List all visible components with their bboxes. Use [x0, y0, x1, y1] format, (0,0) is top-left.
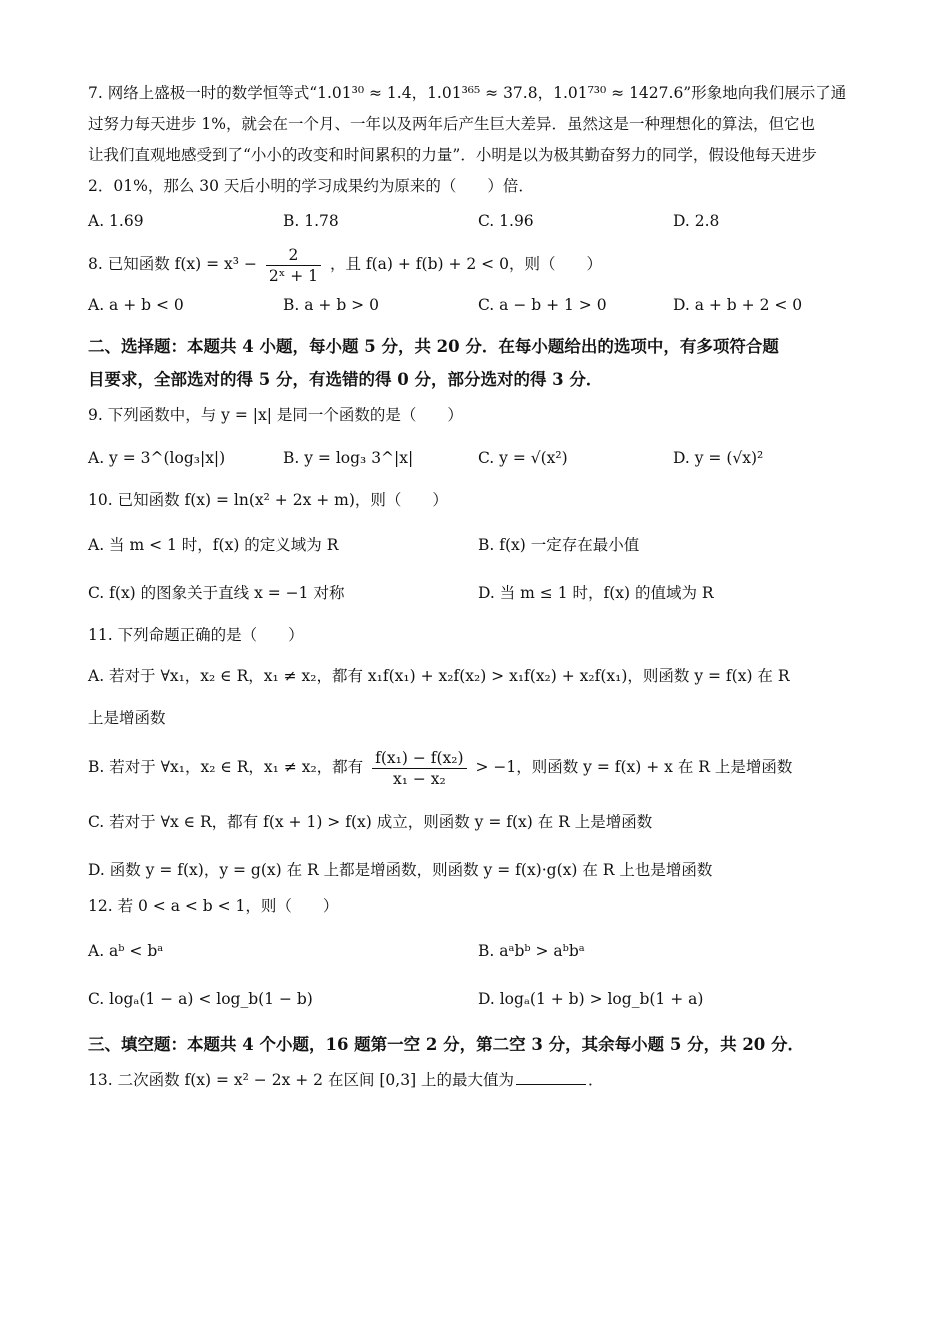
q8-fraction-numerator: 2 — [266, 245, 321, 266]
q11-option-c: C. 若对于 ∀x ∈ R，都有 f(x + 1) > f(x) 成立，则函数 y = f(x) 在 R 上是增函数 — [88, 813, 653, 831]
q7-option-b: B. 1.78 — [283, 212, 339, 230]
q10-option-a: A. 当 m < 1 时，f(x) 的定义域为 R — [88, 536, 339, 554]
q7-options — [88, 204, 870, 238]
q7-option-a: A. 1.69 — [88, 212, 144, 230]
q11-stem: 11. 下列命题正确的是（ ） — [88, 626, 304, 644]
q7-option-d: D. 2.8 — [673, 212, 720, 230]
q10-options-row-1 — [88, 528, 870, 562]
q11-option-b-fraction — [372, 748, 466, 789]
q9-option-a: A. y = 3^(log₃|x|) — [88, 449, 226, 467]
q11-option-b-numerator: f(x₁) − f(x₂) — [372, 748, 466, 769]
q12-option-c: C. logₐ(1 − a) < log_b(1 − b) — [88, 990, 313, 1008]
q11-option-b-prefix: B. 若对于 ∀x₁，x₂ ∈ R，x₁ ≠ x₂，都有 — [88, 758, 364, 776]
q7-option-c: C. 1.96 — [478, 212, 534, 230]
q9-stem: 9. 下列函数中，与 y = |x| 是同一个函数的是（ ） — [88, 406, 463, 424]
q7-line-4: 2．01%，那么 30 天后小明的学习成果约为原来的（ ）倍． — [88, 177, 534, 195]
q11-option-a-line-2: 上是增函数 — [88, 709, 166, 727]
question-7 — [88, 78, 870, 238]
q11-option-b — [88, 743, 870, 791]
section-2-line-2: 目要求，全部选对的得 5 分，有选错的得 0 分，部分选对的得 3 分． — [88, 370, 603, 389]
q13-stem-prefix: 13. 二次函数 f(x) = x² − 2x + 2 在区间 [0,3] 上的最大值为 — [88, 1071, 515, 1089]
q8-stem — [88, 242, 870, 286]
q8-option-c: C. a − b + 1 > 0 — [478, 296, 607, 314]
q8-fraction-denominator: 2ˣ + 1 — [268, 266, 319, 285]
q8-stem-suffix: ，且 f(a) + f(b) + 2 < 0，则（ ） — [329, 255, 602, 273]
q10-options-row-2 — [88, 576, 870, 610]
q12-stem: 12. 若 0 < a < b < 1，则（ ） — [88, 897, 339, 915]
q12-option-d: D. logₐ(1 + b) > log_b(1 + a) — [478, 990, 704, 1008]
q8-option-a: A. a + b < 0 — [88, 296, 184, 314]
question-12 — [88, 891, 870, 1016]
q8-options — [88, 288, 870, 322]
q11-option-a — [88, 659, 870, 735]
q8-option-d: D. a + b + 2 < 0 — [673, 296, 803, 314]
section-2-line-1: 二、选择题：本题共 4 小题，每小题 5 分，共 20 分．在每小题给出的选项中，有多项符合题 — [88, 337, 779, 356]
question-10 — [88, 485, 870, 610]
q10-option-d: D. 当 m ≤ 1 时，f(x) 的值域为 R — [478, 584, 714, 602]
q9-options — [88, 441, 870, 475]
q8-stem-prefix: 8. 已知函数 f(x) = x³ − — [88, 255, 257, 273]
q9-option-d: D. y = (√x)² — [673, 449, 764, 467]
q13-stem — [88, 1065, 870, 1096]
q11-option-a-line-1: A. 若对于 ∀x₁，x₂ ∈ R，x₁ ≠ x₂，都有 x₁f(x₁) + x₂f(x₂) > x₁f(x₂) + x₂f(x₁)，则函数 y = f(x) 在 R — [88, 667, 790, 685]
q10-option-c: C. f(x) 的图象关于直线 x = −1 对称 — [88, 584, 345, 602]
q8-option-b: B. a + b > 0 — [283, 296, 379, 314]
q9-option-c: C. y = √(x²) — [478, 449, 568, 467]
q11-option-b-suffix: > −1，则函数 y = f(x) + x 在 R 上是增函数 — [475, 758, 793, 776]
question-11 — [88, 620, 870, 887]
q13-answer-blank — [516, 1083, 586, 1085]
q8-fraction — [266, 245, 321, 286]
question-9 — [88, 400, 870, 475]
q7-line-1: 7. 网络上盛极一时的数学恒等式“1.01³⁰ ≈ 1.4，1.01³⁶⁵ ≈ 37.8，1.01⁷³⁰ ≈ 1427.6”形象地向我们展示了通 — [88, 84, 847, 102]
q7-line-2: 过努力每天进步 1%，就会在一个月、一年以及两年后产生巨大差异．虽然这是一种理想化的算法，但它也 — [88, 115, 816, 133]
section-2-heading — [88, 330, 870, 396]
q11-option-d: D. 函数 y = f(x)，y = g(x) 在 R 上都是增函数，则函数 y = f(x)·g(x) 在 R 上也是增函数 — [88, 861, 713, 879]
q12-option-a: A. aᵇ < bᵃ — [88, 942, 164, 960]
q10-option-b: B. f(x) 一定存在最小值 — [478, 536, 640, 554]
q9-option-b: B. y = log₃ 3^|x| — [283, 449, 414, 467]
q12-options-row-1 — [88, 934, 870, 968]
q13-stem-suffix: ． — [588, 1071, 604, 1089]
question-13 — [88, 1065, 870, 1096]
exam-page — [88, 78, 870, 1096]
q10-stem: 10. 已知函数 f(x) = ln(x² + 2x + m)，则（ ） — [88, 491, 448, 509]
question-8 — [88, 242, 870, 322]
section-3-heading: 三、填空题：本题共 4 个小题，16 题第一空 2 分，第二空 3 分，其余每小题 5 分，共 20 分． — [88, 1035, 805, 1054]
q11-option-b-denominator: x₁ − x₂ — [392, 769, 446, 788]
q12-options-row-2 — [88, 982, 870, 1016]
q12-option-b: B. aᵃbᵇ > aᵇbᵃ — [478, 942, 585, 960]
q7-line-3: 让我们直观地感受到了“小小的改变和时间累积的力量”．小明是以为极其勤奋努力的同学，假设他每天进步 — [88, 146, 817, 164]
